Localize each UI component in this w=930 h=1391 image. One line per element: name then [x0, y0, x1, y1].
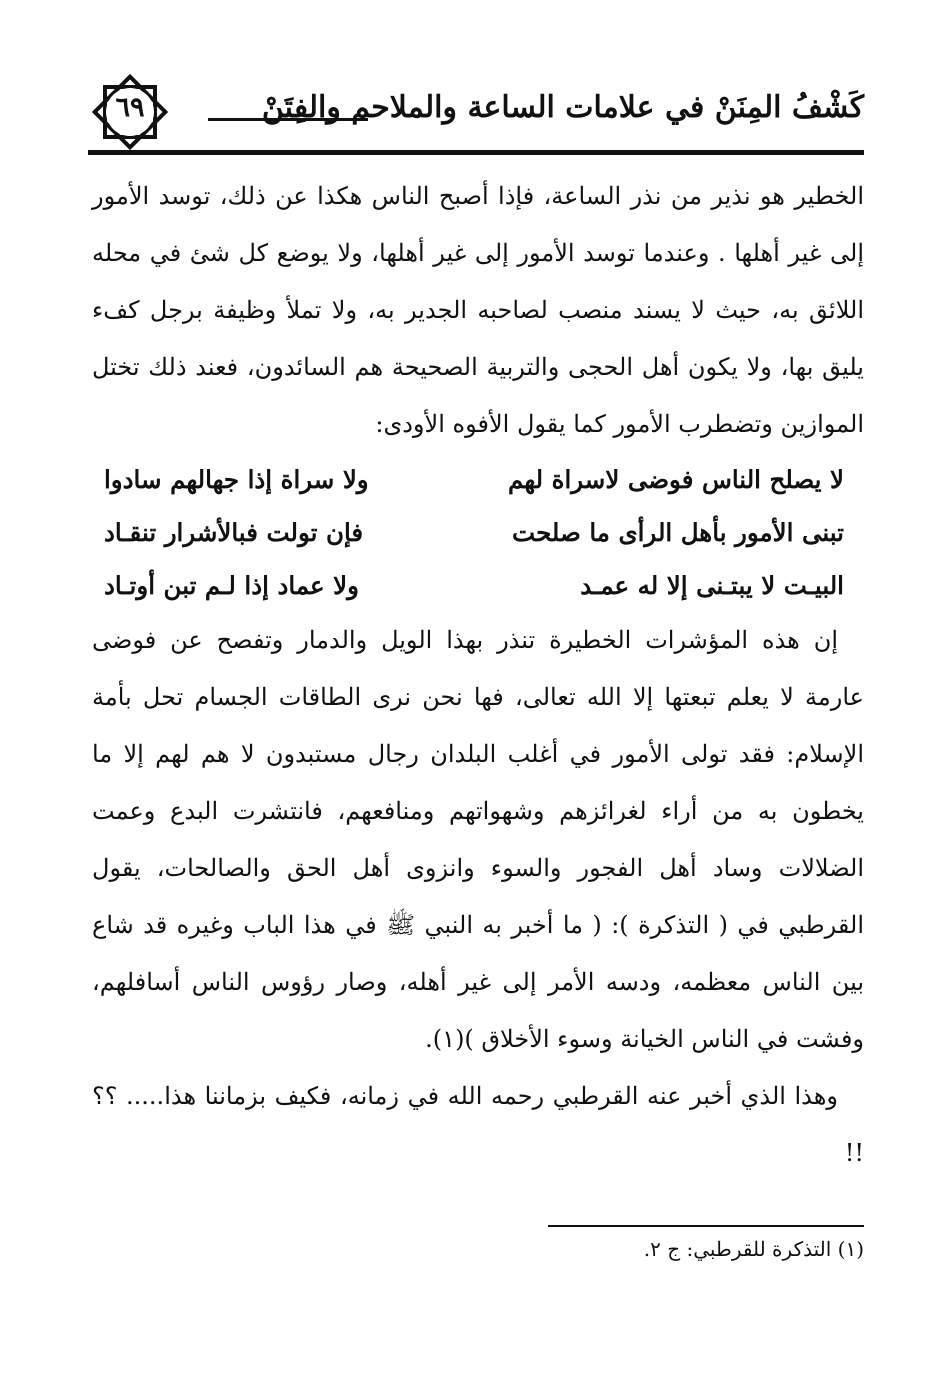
verse-first-hemistich: تبنى الأمور بأهل الرأى ما صلحت	[512, 518, 844, 547]
footnote-rule	[548, 1225, 864, 1227]
page-header	[88, 70, 864, 156]
verse-second-hemistich: ولا عماد إذا لـم تبن أوتـاد	[104, 571, 359, 600]
poem-verse-3	[92, 559, 864, 612]
header-rule	[88, 150, 864, 155]
poem	[92, 453, 864, 612]
verse-second-hemistich: ولا سراة إذا جهالهم سادوا	[104, 465, 369, 494]
page-number: ٦٩	[115, 92, 145, 123]
paragraph-2: إن هذه المؤشرات الخطيرة تنذر بهذا الويل والدمار وتفصح عن فوضى عارمة لا يعلم تبعتها إلا الله تعالى، فها نحن نرى الطاقات الجسام تحل بأمة الإسلام: فقد تولى الأمور في أغلب البلدان رجال مستبدون لا هم لهم إلا ما يخطون به من أراء لغرائزهم وشهواتهم ومنافعهم، فانتشرت البدع وعمت الضلالات وساد أهل الفجور والسوء وانزوى أهل الحق والصالحات، يقول القرطبي في ( التذكرة ): ( ما أخبر به النبي ﷺ في هذا الباب وغيره قد شاع بين الناس معظمه، ودسه الأمر إلى غير أهله، وصار رؤوس الناس أسافلهم، وفشت في الناس الخيانة وسوء الأخلاق )(١).	[92, 626, 864, 1053]
verse-first-hemistich: لا يصلح الناس فوضى لاسراة لهم	[508, 465, 844, 494]
book-title: كَشْفُ المِنَنْ في علامات الساعة والملاحم والفِتَنْ	[261, 90, 864, 125]
page-number-badge	[88, 70, 172, 154]
paragraph-3: وهذا الذي أخبر عنه القرطبي رحمه الله في زمانه، فكيف بزماننا هذا..... ؟؟ !!	[92, 1082, 864, 1167]
poem-verse-2	[92, 506, 864, 559]
footnote: (١) التذكرة للقرطبي: ج ٢.	[643, 1237, 864, 1261]
verse-first-hemistich: البيـت لا يبتـنى إلا له عمـد	[580, 571, 844, 600]
verse-second-hemistich: فإن تولت فبالأشرار تنقـاد	[104, 518, 364, 547]
poem-verse-1	[92, 453, 864, 506]
page-body	[92, 168, 864, 1182]
paragraph-1: الخطير هو نذير من نذر الساعة، فإذا أصبح الناس هكذا عن ذلك، توسد الأمور إلى غير أهلها . وعندما توسد الأمور إلى غير أهلها، ولا يوضع كل شئ في محله اللائق به، حيث لا يسند منصب لصاحبه الجدير به، ولا تملأ وظيفة برجل كفء يليق بها، ولا يكون أهل الحجى والتربية الصحيحة هم السائدون، فعند ذلك تختل الموازين وتضطرب الأمور كما يقول الأفوه الأودى:	[92, 182, 864, 438]
